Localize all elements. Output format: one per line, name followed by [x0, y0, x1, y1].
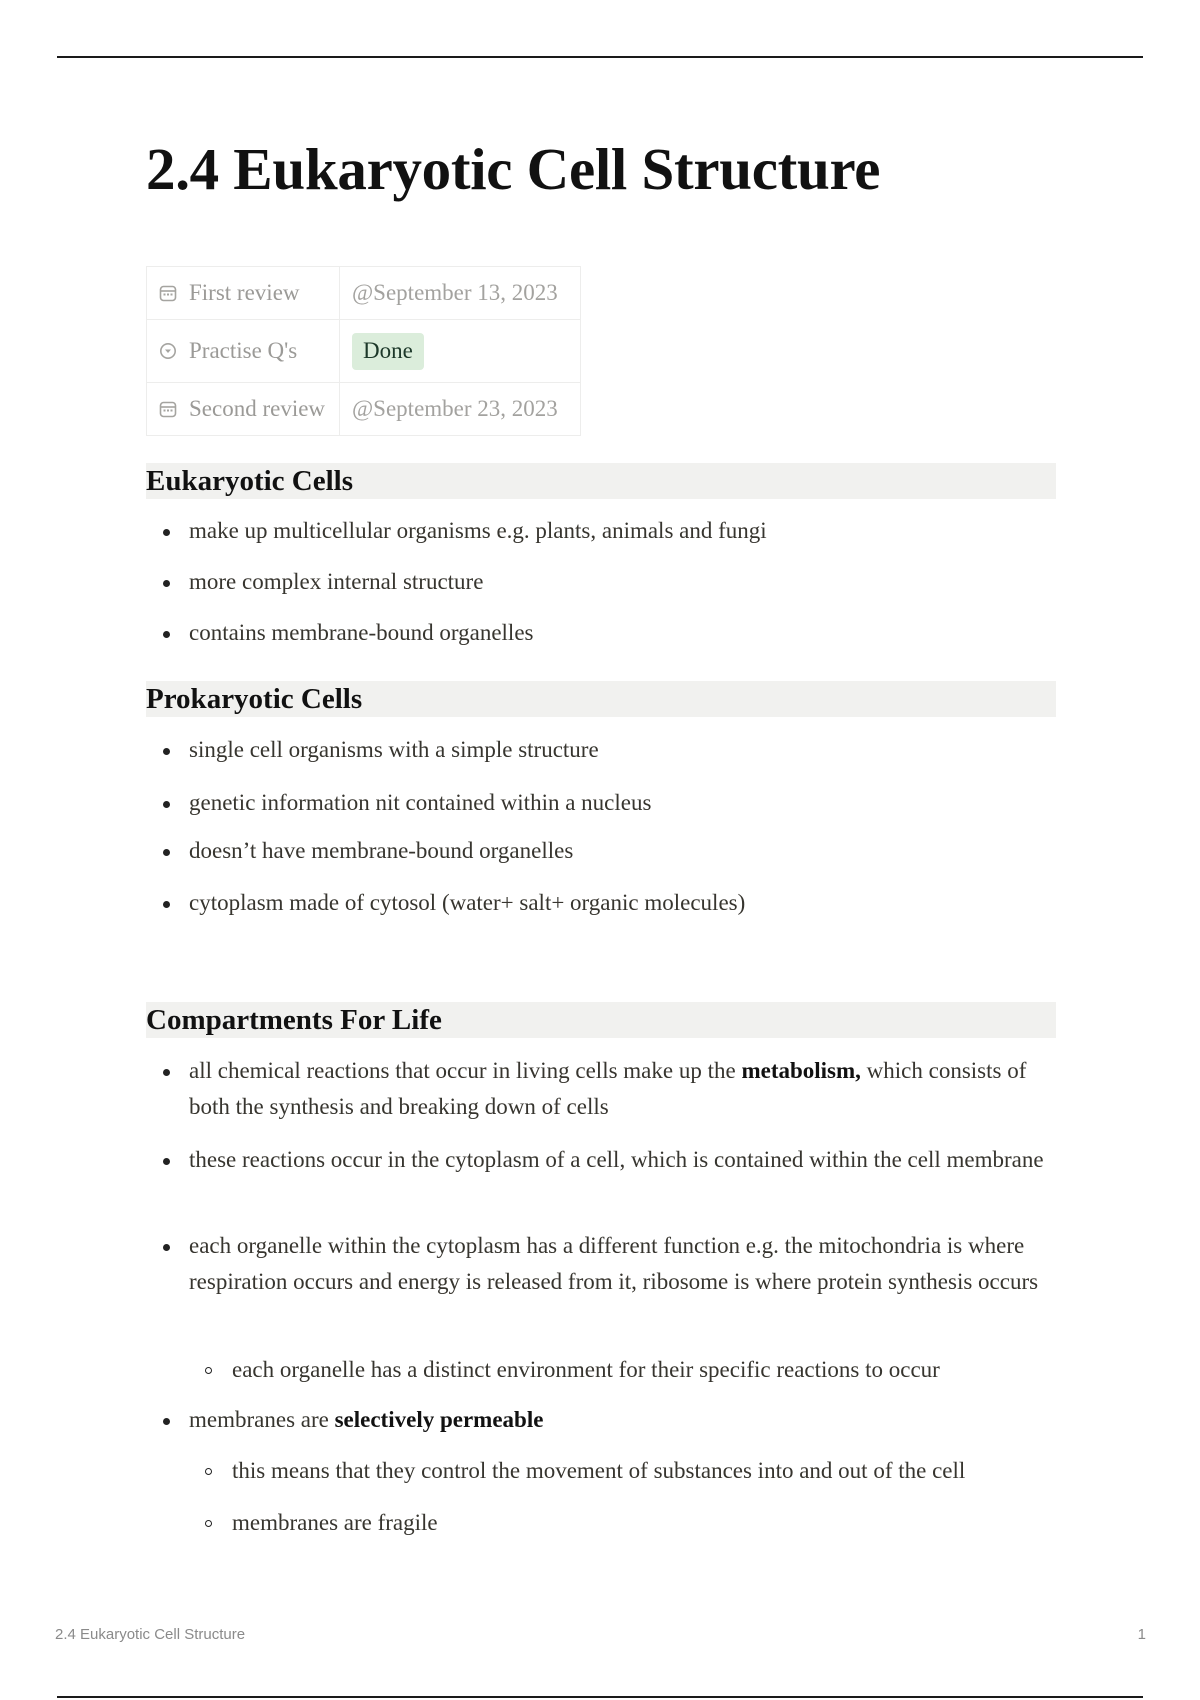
- bullet-dot: [163, 529, 170, 536]
- calendar-icon: [159, 400, 177, 418]
- footer-page-number: 1: [1137, 1626, 1146, 1643]
- list-item: single cell organisms with a simple structure: [146, 732, 1056, 768]
- calendar-icon: [159, 284, 177, 302]
- list-item: contains membrane-bound organelles: [146, 615, 1056, 651]
- list-item: more complex internal structure: [146, 564, 1056, 600]
- property-row: [147, 383, 581, 436]
- page-title: 2.4 Eukaryotic Cell Structure: [146, 136, 881, 202]
- bullet-dot: [163, 580, 170, 587]
- property-key-cell: [147, 320, 340, 383]
- second-review-date[interactable]: @September 23, 2023: [352, 396, 558, 421]
- bullet-dot: [163, 849, 170, 856]
- list-item: membranes are selectively permeable: [146, 1402, 1056, 1438]
- section-heading-compartments-for-life: Compartments For Life: [146, 1002, 1056, 1038]
- list-item: doesn’t have membrane-bound organelles: [146, 833, 1056, 869]
- list-item: genetic information nit contained within a nucleus: [146, 785, 1056, 821]
- property-label-practise-qs: Practise Q's: [189, 338, 298, 363]
- list-item: make up multicellular organisms e.g. plants, animals and fungi: [146, 513, 1056, 549]
- properties-table: [146, 266, 581, 436]
- top-rule: [57, 56, 1143, 58]
- property-value-cell[interactable]: [340, 383, 581, 436]
- bullet-dot: [163, 1069, 170, 1076]
- list-item: cytoplasm made of cytosol (water+ salt+ organic molecules): [146, 885, 1056, 921]
- property-value-cell[interactable]: [340, 320, 581, 383]
- status-icon: [159, 342, 177, 360]
- status-tag-done[interactable]: Done: [352, 333, 424, 370]
- list-item: each organelle within the cytoplasm has a different function e.g. the mitochondria is where respiration occurs and energy is released from it, ribosome is where protein synthesis occurs: [146, 1228, 1056, 1300]
- first-review-date[interactable]: @September 13, 2023: [352, 280, 558, 305]
- list-item: all chemical reactions that occur in living cells make up the metabolism, which consists of both the synthesis and breaking down of cells: [146, 1053, 1056, 1125]
- property-label-second-review: Second review: [189, 396, 326, 421]
- footer-document-title: 2.4 Eukaryotic Cell Structure: [55, 1626, 246, 1643]
- property-label-first-review: First review: [189, 280, 300, 305]
- bullet-dot: [163, 1158, 170, 1165]
- bold-term-selectively-permeable: selectively permeable: [334, 1407, 544, 1432]
- list-item: these reactions occur in the cytoplasm of a cell, which is contained within the cell membrane: [146, 1142, 1056, 1178]
- bullet-dot: [163, 901, 170, 908]
- bottom-rule: [57, 1696, 1143, 1698]
- sub-bullet-circle: [205, 1468, 212, 1475]
- sub-list-item: this means that they control the movement of substances into and out of the cell: [146, 1453, 1056, 1489]
- bullet-dot: [163, 1418, 170, 1425]
- sub-bullet-circle: [205, 1520, 212, 1527]
- property-key-cell: [147, 267, 340, 320]
- section-heading-prokaryotic-cells: Prokaryotic Cells: [146, 681, 1056, 717]
- property-key-cell: [147, 383, 340, 436]
- sub-list-item: membranes are fragile: [146, 1505, 1056, 1541]
- property-row: [147, 320, 581, 383]
- bullet-dot: [163, 748, 170, 755]
- property-row: [147, 267, 581, 320]
- bullet-dot: [163, 801, 170, 808]
- sub-list-item: each organelle has a distinct environment for their specific reactions to occur: [146, 1352, 1056, 1388]
- bold-term-metabolism: metabolism,: [741, 1058, 861, 1083]
- section-heading-eukaryotic-cells: Eukaryotic Cells: [146, 463, 1056, 499]
- bullet-dot: [163, 1244, 170, 1251]
- bullet-dot: [163, 631, 170, 638]
- sub-bullet-circle: [205, 1367, 212, 1374]
- property-value-cell[interactable]: [340, 267, 581, 320]
